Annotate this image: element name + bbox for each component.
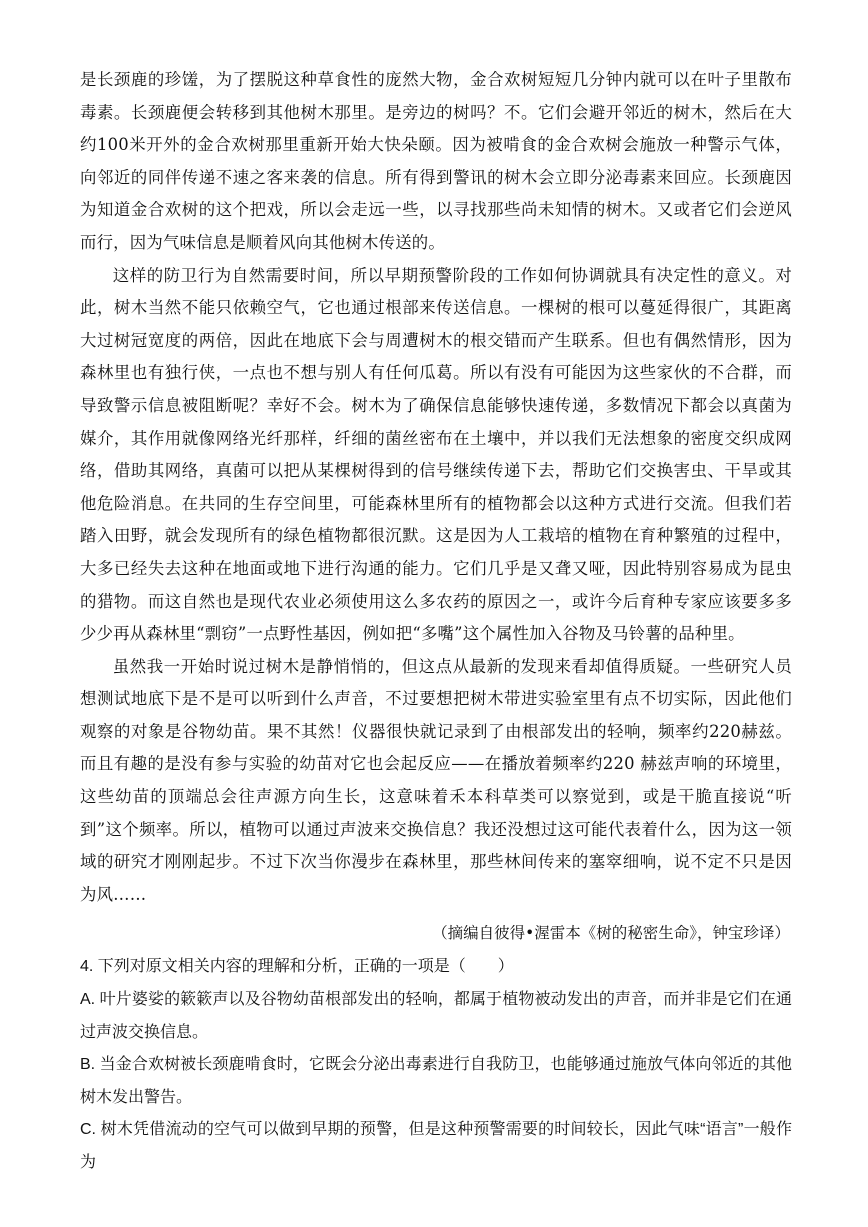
paragraph-giraffe-acacia: 是长颈鹿的珍馐，为了摆脱这种草食性的庞然大物，金合欢树短短几分钟内就可以在叶子里散布毒素。长颈鹿便会转移到其他树木那里。是旁边的树吗？不。它们会避开邻近的树木，然后在大约100米开外的金合欢树那里重新开始大快朵颐。因为被啃食的金合欢树会施放一种警示气体，向邻近的同伴传递不速之客来袭的信息。所有得到警讯的树木会立即分泌毒素来回应。长颈鹿因为知道金合欢树的这个把戏，所以会走远一些，以寻找那些尚未知情的树木。又或者它们会逆风而行，因为气味信息是顺着风向其他树木传送的。 (80, 70, 792, 252)
paragraph-plant-sound: 虽然我一开始时说过树木是静悄悄的，但这点从最新的发现来看却值得质疑。一些研究人员想测试地底下是不是可以听到什么声音，不过要想把树木带进实验室里有点不切实际，因此他们观察的对象是谷物幼苗。果不其然！仪器很快就记录到了由根部发出的轻响，频率约220赫兹。而且有趣的是没有参与实验的幼苗对它也会起反应——在播放着频率约220 赫兹声响的环境里，这些幼苗的顶端总会往声源方向生长，这意味着禾本科草类可以察觉到，或是干脆直接说“听到”这个频率。所以，植物可以通过声波来交换信息？我还没想过这可能代表着什么，因为这一领域的研究才刚刚起步。不过下次当你漫步在森林里，那些林间传来的塞窣细响，说不定不只是因为风…… (80, 656, 792, 904)
article-body (80, 64, 792, 949)
question-block (80, 951, 792, 1179)
option-a: A. 叶片婆娑的簌簌声以及谷物幼苗根部发出的轻响，都属于植物被动发出的声音，而并非是它们在通过声波交换信息。 (80, 991, 792, 1041)
document-page (80, 64, 792, 1180)
option-b: B. 当金合欢树被长颈鹿啃食时，它既会分泌出毒素进行自我防卫，也能够通过施放气体向邻近的其他树木发出警告。 (80, 1056, 792, 1106)
option-c: C. 树木凭借流动的空气可以做到早期的预警，但是这种预警需要的时间较长，因此气味“语言”一般作为 (80, 1121, 792, 1171)
source-citation: （摘编自彼得•渥雷本《树的秘密生命》，钟宝珍译） (432, 924, 790, 943)
question-stem: 4. 下列对原文相关内容的理解和分析，正确的一项是（ ） (80, 958, 514, 976)
paragraph-root-fungi-network: 这样的防卫行为自然需要时间，所以早期预警阶段的工作如何协调就具有决定性的意义。对此，树木当然不能只依赖空气，它也通过根部来传送信息。一棵树的根可以蔓延得很广，其距离大过树冠宽度的两倍，因此在地底下会与周遭树木的根交错而产生联系。但也有偶然情形，因为森林里也有独行侠，一点也不想与别人有任何瓜葛。所以有没有可能因为这些家伙的不合群，而导致警示信息被阻断呢？幸好不会。树木为了确保信息能够快速传递，多数情况下都会以真菌为媒介，其作用就像网络光纤那样，纤细的菌丝密布在土壤中，并以我们无法想象的密度交织成网络，借助其网络，真菌可以把从某棵树得到的信号继续传递下去，帮助它们交换害虫、干旱或其他危险消息。在共同的生存空间里，可能森林里所有的植物都会以这种方式进行交流。但我们若踏入田野，就会发现所有的绿色植物都很沉默。这是因为人工栽培的植物在育种繁殖的过程中，大多已经失去这种在地面或地下进行沟通的能力。它们几乎是又聋又哑，因此特别容易成为昆虫的猎物。而这自然也是现代农业必须使用这么多农药的原因之一，或许今后育种专家应该要多多少少再从森林里“剽窃”一点野性基因，例如把“多嘴”这个属性加入谷物及马铃薯的品种里。 (80, 265, 792, 644)
